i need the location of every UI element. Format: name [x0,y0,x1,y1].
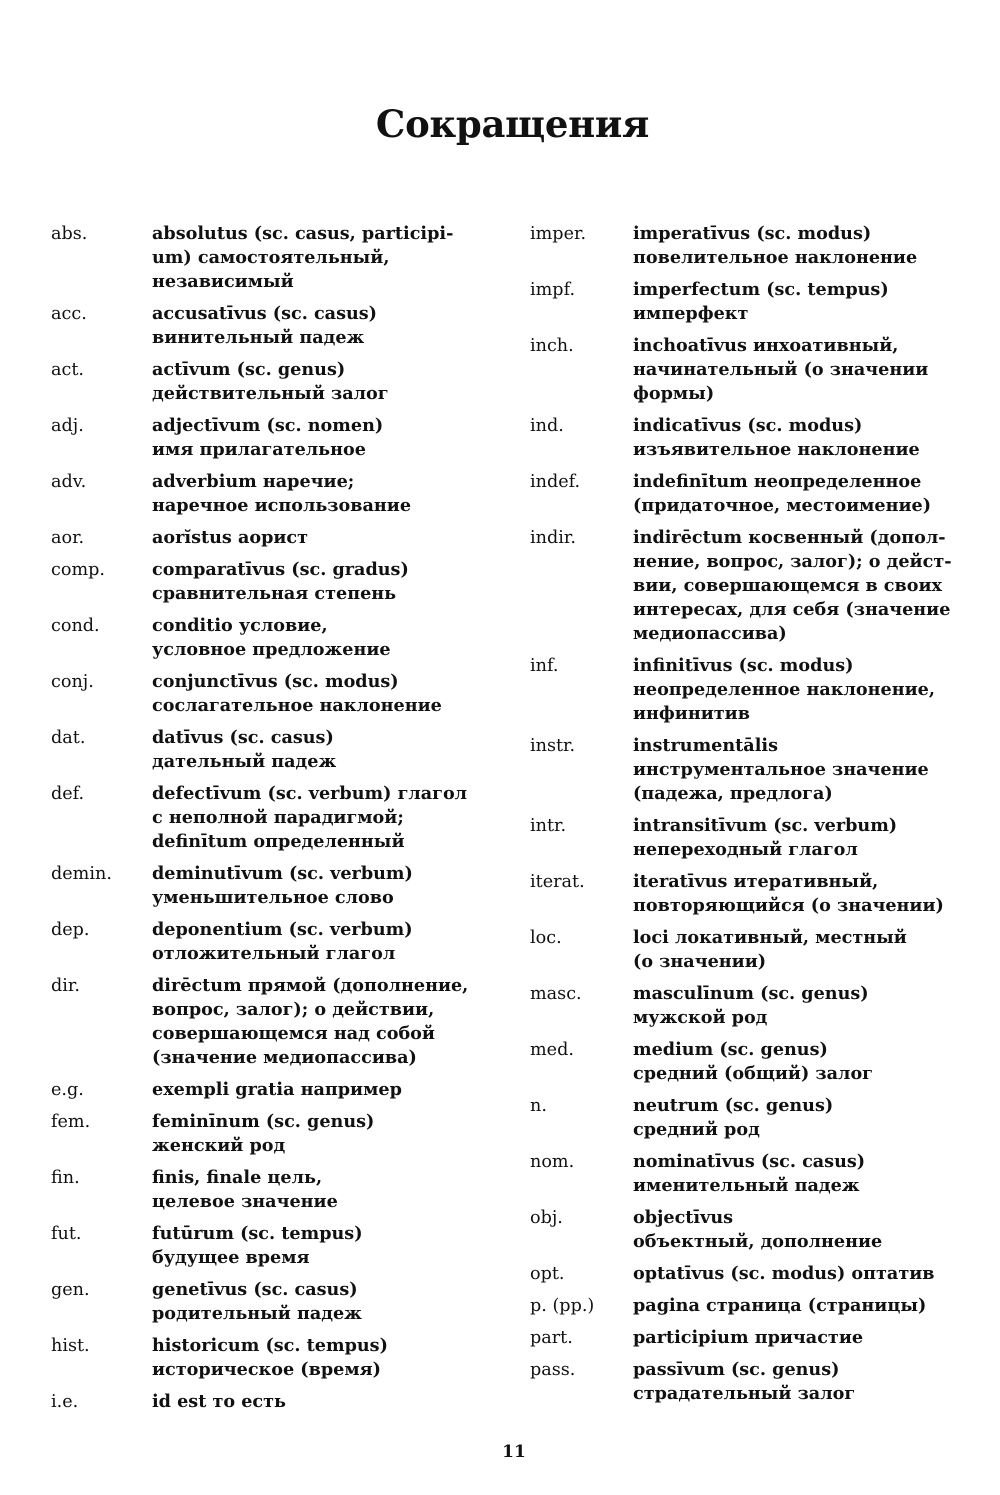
abbreviation: obj. [530,1208,563,1228]
definition [633,982,975,1030]
definition-line: повторяющийся (о значении) [633,895,944,916]
glossary-entry [530,1094,975,1142]
definition [152,614,491,662]
definition [633,526,975,646]
definition [152,1110,491,1158]
definition-line: indirēctum косвенный (допол- [633,527,946,548]
definition [152,862,491,910]
definition [633,470,975,518]
abbreviation: n. [530,1096,547,1116]
abbreviation: comp. [51,560,105,580]
abbreviation: imper. [530,224,587,244]
glossary-entry [51,726,491,774]
abbreviation: i.e. [51,1392,79,1412]
definition-line: формы) [633,383,715,404]
definition [633,222,975,270]
definition [633,1262,975,1286]
abbreviation: ind. [530,416,564,436]
definition-line: um) самостоятельный, [152,247,390,268]
glossary-entry [51,614,491,662]
glossary-entry [530,526,975,646]
left-column [51,222,491,1422]
glossary-entry [530,1326,975,1350]
glossary-entry [51,470,491,518]
definition-line: conditio условие, [152,615,328,636]
definition-line: futūrum (sc. tempus) [152,1223,363,1244]
definition-line: интересах, для себя (значение [633,599,951,620]
glossary-entry [51,862,491,910]
abbreviation: inf. [530,656,559,676]
abbreviation: cond. [51,616,100,636]
glossary-entry [51,526,491,550]
definition-line: optatīvus (sc. modus) оптатив [633,1263,935,1284]
definition-line: дательный падеж [152,751,337,772]
definition [152,1334,491,1382]
abbreviation: impf. [530,280,576,300]
glossary-entry [51,558,491,606]
definition [633,1038,975,1086]
definition-line: infinitīvus (sc. modus) [633,655,854,676]
abbreviation: adv. [51,472,87,492]
definition [152,670,491,718]
definition-line: изъявительное наклонение [633,439,920,460]
definition-line: indicatīvus (sc. modus) [633,415,863,436]
definition [152,302,491,350]
definition-line: средний род [633,1119,760,1140]
definition-line: adverbium наречие; [152,471,355,492]
glossary-entry [51,1278,491,1326]
page-title: Сокращения [375,102,650,146]
glossary-entry [530,1262,975,1286]
definition [152,414,491,462]
definition-line: вии, совершающемся в своих [633,575,942,596]
definition-line: уменьшительное слово [152,887,394,908]
definition [633,734,975,806]
definition [152,1166,491,1214]
abbreviation: loc. [530,928,562,948]
definition-line: вопрос, залог); о действии, [152,999,435,1020]
glossary-entry [530,926,975,974]
abbreviation: gen. [51,1280,90,1300]
definition-line: наречное использование [152,495,412,516]
definition-line: deponentium (sc. verbum) [152,919,413,940]
definition-line: historicum (sc. tempus) [152,1335,388,1356]
definition-line: сравнительная степень [152,583,397,604]
definition [633,654,975,726]
glossary-entry [530,734,975,806]
definition-line: indefinītum неопределенное [633,471,922,492]
abbreviation: iterat. [530,872,585,892]
definition [633,278,975,326]
definition-line: exempli gratia например [152,1079,402,1100]
definition-line: medium (sc. genus) [633,1039,828,1060]
definition-line: objectīvus [633,1207,734,1228]
definition-line: genetīvus (sc. casus) [152,1279,358,1300]
definition-line: женский род [152,1135,286,1156]
glossary-entry [51,358,491,406]
definition-line: participium причастие [633,1327,864,1348]
abbreviation: indef. [530,472,581,492]
abbreviation: nom. [530,1152,575,1172]
definition-line: винительный падеж [152,327,365,348]
definition [152,726,491,774]
definition [633,1150,975,1198]
definition-line: условное предложение [152,639,391,660]
definition-line: nominatīvus (sc. casus) [633,1151,866,1172]
definition-line: id est то есть [152,1391,286,1412]
abbreviation: instr. [530,736,576,756]
definition-line: имя прилагательное [152,439,366,460]
definition-line: сослагательное наклонение [152,695,442,716]
glossary-entry [530,470,975,518]
abbreviation: intr. [530,816,567,836]
glossary-entry [51,302,491,350]
definition [633,1094,975,1142]
definition-line: actīvum (sc. genus) [152,359,346,380]
glossary-entry [51,1390,491,1414]
definition-line: медиопассива) [633,623,787,644]
definition [633,870,975,918]
definition-line: объектный, дополнение [633,1231,883,1252]
definition [633,1326,975,1350]
abbreviation: e.g. [51,1080,84,1100]
definition-line: deminutīvum (sc. verbum) [152,863,413,884]
definition-line: finis, finale цель, [152,1167,323,1188]
definition-line: instrumentālis [633,735,778,756]
definition-line: conjunctīvus (sc. modus) [152,671,399,692]
glossary-entry [51,782,491,854]
definition-line: adjectīvum (sc. nomen) [152,415,384,436]
abbreviation: acc. [51,304,87,324]
definition-line: accusatīvus (sc. casus) [152,303,378,324]
definition [633,1294,975,1318]
abbreviation: abs. [51,224,88,244]
definition-line: с неполной парадигмой; [152,807,404,828]
abbreviation: aor. [51,528,85,548]
definition-line: родительный падеж [152,1303,362,1324]
abbreviation: pass. [530,1360,576,1380]
glossary-entry [530,870,975,918]
abbreviation: indir. [530,528,576,548]
page-number: 11 [502,1442,526,1462]
abbreviation: med. [530,1040,574,1060]
definition-line: действительный залог [152,383,389,404]
definition-line: comparatīvus (sc. gradus) [152,559,409,580]
glossary-entry [51,1334,491,1382]
glossary-entry [530,654,975,726]
definition-line: imperfectum (sc. tempus) [633,279,889,300]
definition [152,974,491,1070]
abbreviation: dep. [51,920,90,940]
definition [152,1390,491,1414]
definition-line: начинательный (о значении [633,359,929,380]
definition-line: aorĭstus аорист [152,527,309,548]
glossary-entry [51,918,491,966]
definition [633,926,975,974]
abbreviation: dat. [51,728,86,748]
definition-line: feminīnum (sc. genus) [152,1111,375,1132]
definition [633,334,975,406]
glossary-entry [530,1206,975,1254]
glossary-entry [530,222,975,270]
definition-line: (падежа, предлога) [633,783,833,804]
definition [633,414,975,462]
glossary-entry [530,1358,975,1406]
definition [633,814,975,862]
glossary-entry [530,1038,975,1086]
definition [152,558,491,606]
definition [152,782,491,854]
definition-line: neutrum (sc. genus) [633,1095,834,1116]
definition-line: (значение медиопассива) [152,1047,417,1068]
definition-line: absolutus (sc. casus, participi- [152,223,454,244]
abbreviation: inch. [530,336,574,356]
definition [152,918,491,966]
definition-line: мужской род [633,1007,768,1028]
definition-line: имперфект [633,303,749,324]
definition-line: dirēctum прямой (дополнение, [152,975,469,996]
abbreviation: hist. [51,1336,90,1356]
definition-line: iteratīvus итеративный, [633,871,879,892]
definition-line: инфинитив [633,703,750,724]
definition [152,526,491,550]
glossary-entry [51,1166,491,1214]
glossary-entry [51,670,491,718]
definition-line: повелительное наклонение [633,247,918,268]
definition [633,1206,975,1254]
definition-line: defectīvum (sc. verbum) глагол [152,783,468,804]
definition-line: средний (общий) залог [633,1063,873,1084]
glossary-entry [530,1150,975,1198]
definition-line: будущее время [152,1247,310,1268]
definition-line: именительный падеж [633,1175,860,1196]
definition-line: нение, вопрос, залог); о дейст- [633,551,952,572]
definition-line: (о значении) [633,951,767,972]
abbreviation: fin. [51,1168,80,1188]
definition-line: passīvum (sc. genus) [633,1359,840,1380]
glossary-entry [530,278,975,326]
definition [152,222,491,294]
definition [152,1278,491,1326]
abbreviation: p. (pp.) [530,1296,595,1316]
abbreviation: dir. [51,976,80,996]
abbreviation: conj. [51,672,94,692]
definition-line: pagina страница (страницы) [633,1295,927,1316]
right-column [530,222,975,1414]
definition-line: intransitīvum (sc. verbum) [633,815,898,836]
definition [152,358,491,406]
abbreviation: fem. [51,1112,91,1132]
definition [152,1078,491,1102]
glossary-entry [51,974,491,1070]
definition-line: целевое значение [152,1191,338,1212]
abbreviation: part. [530,1328,573,1348]
definition-line: inchoatīvus инхоативный, [633,335,899,356]
glossary-entry [51,1110,491,1158]
glossary-entry [530,334,975,406]
abbreviation: def. [51,784,85,804]
glossary-entry [530,982,975,1030]
definition-line: неопределенное наклонение, [633,679,935,700]
definition-line: (придаточное, местоимение) [633,495,932,516]
abbreviation: masc. [530,984,582,1004]
definition-line: независимый [152,271,294,292]
definition-line: отложительный глагол [152,943,396,964]
abbreviation: fut. [51,1224,82,1244]
glossary-entry [51,1078,491,1102]
definition-line: страдательный залог [633,1383,856,1404]
abbreviation: opt. [530,1264,565,1284]
definition-line: datīvus (sc. casus) [152,727,334,748]
abbreviation: act. [51,360,85,380]
definition-line: совершающемся над собой [152,1023,435,1044]
abbreviation: demin. [51,864,112,884]
definition-line: definītum определенный [152,831,405,852]
glossary-entry [51,222,491,294]
definition-line: imperatīvus (sc. modus) [633,223,872,244]
definition-line: инструментальное значение [633,759,929,780]
definition [152,1222,491,1270]
glossary-entry [530,414,975,462]
glossary-entry [530,814,975,862]
abbreviation: adj. [51,416,84,436]
glossary-entry [51,1222,491,1270]
definition-line: masculīnum (sc. genus) [633,983,869,1004]
glossary-entry [51,414,491,462]
definition [152,470,491,518]
glossary-entry [530,1294,975,1318]
definition-line: loci локативный, местный [633,927,907,948]
definition [633,1358,975,1406]
definition-line: историческое (время) [152,1359,381,1380]
definition-line: непереходный глагол [633,839,858,860]
